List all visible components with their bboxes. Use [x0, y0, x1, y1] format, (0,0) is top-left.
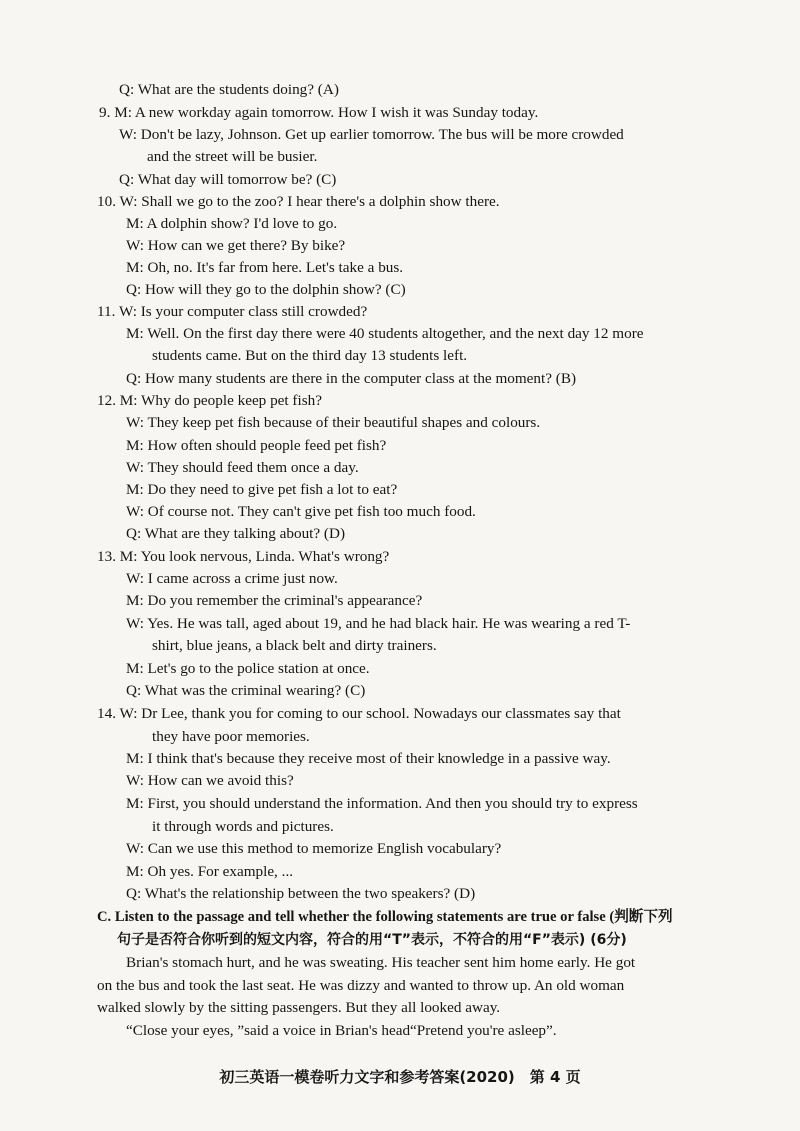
question-line: Q: How many students are there in the computer class at the moment? (B): [126, 370, 577, 387]
section-c-heading: C. Listen to the passage and tell whether the following statements are true or false (判断下列: [97, 909, 673, 925]
dialogue-line: and the street will be busier.: [147, 148, 318, 165]
dialogue-line: W: I came across a crime just now.: [126, 570, 338, 587]
dialogue-line: M: Do you remember the criminal's appearance?: [126, 592, 423, 609]
passage-line: Brian's stomach hurt, and he was sweating. His teacher sent him home early. He got: [126, 954, 636, 971]
page-footer: 初三英语一模卷听力文字和参考答案(2020) 第 4 页: [219, 1068, 581, 1086]
question-line: Q: What day will tomorrow be? (C): [119, 171, 337, 188]
dialogue-line: students came. But on the third day 13 students left.: [152, 347, 468, 364]
dialogue-line: 10. W: Shall we go to the zoo? I hear there's a dolphin show there.: [97, 193, 500, 210]
dialogue-line: W: How can we get there? By bike?: [126, 237, 346, 254]
dialogue-line: W: Can we use this method to memorize English vocabulary?: [126, 840, 502, 857]
dialogue-line: W: They keep pet fish because of their beautiful shapes and colours.: [126, 414, 541, 431]
dialogue-line: M: Well. On the first day there were 40 students altogether, and the next day 12 more: [126, 325, 644, 342]
passage-line: walked slowly by the sitting passengers. But they all looked away.: [97, 999, 501, 1016]
dialogue-line: M: Oh, no. It's far from here. Let's take a bus.: [126, 259, 404, 276]
question-line: Q: How will they go to the dolphin show? (C): [126, 281, 406, 298]
section-c-instruction: 句子是否符合你听到的短文内容，符合的用“T”表示，不符合的用“F”表示) (6分): [117, 932, 627, 948]
dialogue-line: W: Yes. He was tall, aged about 19, and he had black hair. He was wearing a red T-: [126, 615, 631, 632]
dialogue-line: 12. M: Why do people keep pet fish?: [97, 392, 322, 409]
dialogue-line: it through words and pictures.: [152, 818, 334, 835]
dialogue-line: M: How often should people feed pet fish?: [126, 437, 387, 454]
dialogue-line: 9. M: A new workday again tomorrow. How I wish it was Sunday today.: [99, 104, 539, 121]
dialogue-line: W: How can we avoid this?: [126, 772, 294, 789]
dialogue-line: 11. W: Is your computer class still crowded?: [97, 303, 368, 320]
dialogue-line: 13. M: You look nervous, Linda. What's wrong?: [97, 548, 390, 565]
dialogue-line: shirt, blue jeans, a black belt and dirty trainers.: [152, 637, 437, 654]
dialogue-line: M: First, you should understand the information. And then you should try to express: [126, 795, 638, 812]
passage-line: on the bus and took the last seat. He was dizzy and wanted to throw up. An old woman: [97, 977, 625, 994]
dialogue-line: W: Don't be lazy, Johnson. Get up earlier tomorrow. The bus will be more crowded: [119, 126, 624, 143]
question-line: Q: What was the criminal wearing? (C): [126, 682, 366, 699]
question-line: Q: What's the relationship between the two speakers? (D): [126, 885, 476, 902]
dialogue-line: M: A dolphin show? I'd love to go.: [126, 215, 338, 232]
question-line: Q: What are they talking about? (D): [126, 525, 346, 542]
dialogue-line: W: Of course not. They can't give pet fish too much food.: [126, 503, 476, 520]
dialogue-line: M: Oh yes. For example, ...: [126, 863, 294, 880]
dialogue-line: W: They should feed them once a day.: [126, 459, 359, 476]
dialogue-line: M: Do they need to give pet fish a lot to eat?: [126, 481, 398, 498]
dialogue-line: 14. W: Dr Lee, thank you for coming to our school. Nowadays our classmates say that: [97, 705, 621, 722]
dialogue-line: they have poor memories.: [152, 728, 310, 745]
question-line: Q: What are the students doing? (A): [119, 81, 339, 98]
dialogue-line: M: Let's go to the police station at once.: [126, 660, 370, 677]
dialogue-line: M: I think that's because they receive most of their knowledge in a passive way.: [126, 750, 611, 767]
passage-line: “Close your eyes, ”said a voice in Brian's head“Pretend you're asleep”.: [126, 1022, 557, 1039]
